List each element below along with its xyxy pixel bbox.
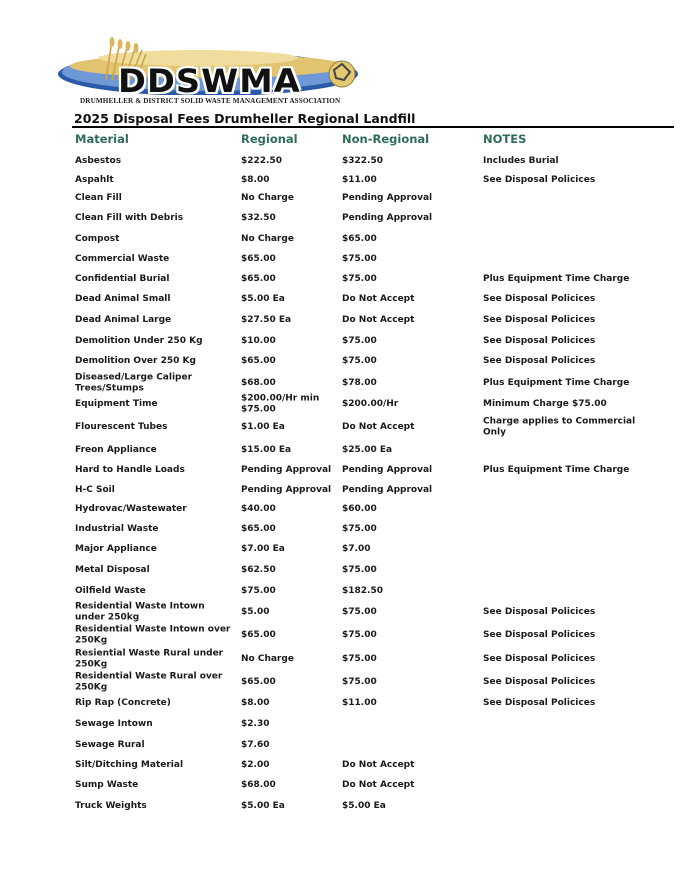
material-cell: Aspahlt bbox=[75, 174, 114, 185]
material-cell: Hydrovac/Wastewater bbox=[75, 503, 187, 514]
notes-cell: See Disposal Policices bbox=[483, 697, 596, 708]
notes-cell: See Disposal Policices bbox=[483, 314, 596, 325]
regional-cell: $8.00 bbox=[241, 174, 270, 185]
nonregional-cell: $78.00 bbox=[342, 377, 377, 388]
regional-cell: $5.00 bbox=[241, 606, 270, 617]
nonregional-cell: $75.00 bbox=[342, 606, 377, 617]
regional-cell: $68.00 bbox=[241, 779, 276, 790]
nonregional-cell: $322.50 bbox=[342, 155, 383, 166]
notes-cell: Plus Equipment Time Charge bbox=[483, 273, 630, 284]
nonregional-cell: $75.00 bbox=[342, 273, 377, 284]
title-divider bbox=[72, 126, 674, 128]
material-cell: Equipment Time bbox=[75, 398, 158, 409]
regional-cell: $65.00 bbox=[241, 523, 276, 534]
notes-cell: Plus Equipment Time Charge bbox=[483, 464, 630, 475]
nonregional-cell: $11.00 bbox=[342, 174, 377, 185]
nonregional-cell: $75.00 bbox=[342, 335, 377, 346]
notes-cell: See Disposal Policices bbox=[483, 355, 596, 366]
ddswma-logo bbox=[58, 36, 368, 106]
regional-cell: $65.00 bbox=[241, 273, 276, 284]
header-nonregional: Non-Regional bbox=[342, 132, 430, 146]
header-material: Material bbox=[75, 132, 129, 146]
notes-cell: See Disposal Policices bbox=[483, 653, 596, 664]
regional-cell: $2.30 bbox=[241, 718, 270, 729]
regional-cell: $65.00 bbox=[241, 676, 276, 687]
material-cell: Dead Animal Small bbox=[75, 293, 171, 304]
regional-cell: $5.00 Ea bbox=[241, 800, 285, 811]
logo-wordmark: DDSWMA bbox=[118, 62, 301, 100]
material-cell: Truck Weights bbox=[75, 800, 147, 811]
nonregional-cell: $11.00 bbox=[342, 697, 377, 708]
material-cell: Clean Fill bbox=[75, 192, 122, 203]
material-cell: Sewage Intown bbox=[75, 718, 153, 729]
notes-cell: Charge applies to Commercial Only bbox=[483, 416, 636, 437]
header-notes: NOTES bbox=[483, 132, 527, 146]
notes-cell: See Disposal Policices bbox=[483, 293, 596, 304]
notes-cell: See Disposal Policices bbox=[483, 676, 596, 687]
notes-cell: Plus Equipment Time Charge bbox=[483, 377, 630, 388]
material-cell: Residential Waste Rural over 250Kg bbox=[75, 671, 223, 692]
regional-cell: $65.00 bbox=[241, 355, 276, 366]
material-cell: Residential Waste Intown under 250kg bbox=[75, 601, 205, 622]
regional-cell: Pending Approval bbox=[241, 464, 332, 475]
nonregional-cell: $25.00 Ea bbox=[342, 444, 393, 455]
regional-cell: $68.00 bbox=[241, 377, 276, 388]
nonregional-cell: $75.00 bbox=[342, 253, 377, 264]
nonregional-cell: $75.00 bbox=[342, 653, 377, 664]
material-cell: Compost bbox=[75, 233, 120, 244]
material-cell: Asbestos bbox=[75, 155, 122, 166]
nonregional-cell: Pending Approval bbox=[342, 212, 433, 223]
page-title: 2025 Disposal Fees Drumheller Regional Landfill bbox=[74, 111, 416, 126]
material-cell: Hard to Handle Loads bbox=[75, 464, 185, 475]
nonregional-cell: Pending Approval bbox=[342, 464, 433, 475]
regional-cell: $1.00 Ea bbox=[241, 421, 285, 432]
material-cell: Major Appliance bbox=[75, 543, 157, 554]
nonregional-cell: Pending Approval bbox=[342, 484, 433, 495]
regional-cell: $62.50 bbox=[241, 564, 276, 575]
nonregional-cell: $75.00 bbox=[342, 629, 377, 640]
material-cell: Silt/Ditching Material bbox=[75, 759, 184, 770]
nonregional-cell: $182.50 bbox=[342, 585, 383, 596]
nonregional-cell: $75.00 bbox=[342, 355, 377, 366]
logo-subtitle: DRUMHELLER & DISTRICT SOLID WASTE MANAGEMENT ASSOCIATION bbox=[80, 97, 341, 105]
regional-cell: $200.00/Hr min $75.00 bbox=[241, 393, 320, 414]
notes-cell: Includes Burial bbox=[483, 155, 559, 166]
material-cell: Confidential Burial bbox=[75, 273, 170, 284]
material-cell: Flourescent Tubes bbox=[75, 421, 168, 432]
material-cell: Diseased/Large Caliper Trees/Stumps bbox=[75, 372, 193, 393]
notes-cell: See Disposal Policices bbox=[483, 174, 596, 185]
nonregional-cell: Pending Approval bbox=[342, 192, 433, 203]
material-cell: Oilfield Waste bbox=[75, 585, 146, 596]
regional-cell: $7.00 Ea bbox=[241, 543, 285, 554]
nonregional-cell: Do Not Accept bbox=[342, 293, 415, 304]
nonregional-cell: $65.00 bbox=[342, 233, 377, 244]
material-cell: H-C Soil bbox=[75, 484, 115, 495]
material-cell: Rip Rap (Concrete) bbox=[75, 697, 171, 708]
material-cell: Dead Animal Large bbox=[75, 314, 172, 325]
regional-cell: $10.00 bbox=[241, 335, 276, 346]
nonregional-cell: $75.00 bbox=[342, 676, 377, 687]
material-cell: Commercial Waste bbox=[75, 253, 170, 264]
material-cell: Sewage Rural bbox=[75, 739, 145, 750]
nonregional-cell: Do Not Accept bbox=[342, 421, 415, 432]
material-cell: Metal Disposal bbox=[75, 564, 150, 575]
regional-cell: $7.60 bbox=[241, 739, 270, 750]
regional-cell: $222.50 bbox=[241, 155, 282, 166]
regional-cell: $5.00 Ea bbox=[241, 293, 285, 304]
regional-cell: No Charge bbox=[241, 653, 294, 664]
nonregional-cell: $60.00 bbox=[342, 503, 377, 514]
material-cell: Sump Waste bbox=[75, 779, 139, 790]
regional-cell: $32.50 bbox=[241, 212, 276, 223]
material-cell: Resiential Waste Rural under 250Kg bbox=[75, 648, 224, 669]
nonregional-cell: $75.00 bbox=[342, 564, 377, 575]
notes-cell: See Disposal Policices bbox=[483, 335, 596, 346]
material-cell: Freon Appliance bbox=[75, 444, 157, 455]
regional-cell: $40.00 bbox=[241, 503, 276, 514]
material-cell: Industrial Waste bbox=[75, 523, 159, 534]
header-regional: Regional bbox=[241, 132, 298, 146]
nonregional-cell: $5.00 Ea bbox=[342, 800, 386, 811]
nonregional-cell: Do Not Accept bbox=[342, 759, 415, 770]
material-cell: Demolition Under 250 Kg bbox=[75, 335, 203, 346]
nonregional-cell: Do Not Accept bbox=[342, 779, 415, 790]
regional-cell: $2.00 bbox=[241, 759, 270, 770]
regional-cell: $65.00 bbox=[241, 629, 276, 640]
regional-cell: $27.50 Ea bbox=[241, 314, 292, 325]
regional-cell: $15.00 Ea bbox=[241, 444, 292, 455]
material-cell: Demolition Over 250 Kg bbox=[75, 355, 196, 366]
material-cell: Clean Fill with Debris bbox=[75, 212, 184, 223]
regional-cell: Pending Approval bbox=[241, 484, 332, 495]
regional-cell: No Charge bbox=[241, 233, 294, 244]
notes-cell: See Disposal Policices bbox=[483, 606, 596, 617]
regional-cell: $8.00 bbox=[241, 697, 270, 708]
notes-cell: See Disposal Policices bbox=[483, 629, 596, 640]
regional-cell: $65.00 bbox=[241, 253, 276, 264]
regional-cell: No Charge bbox=[241, 192, 294, 203]
notes-cell: Minimum Charge $75.00 bbox=[483, 398, 607, 409]
nonregional-cell: $200.00/Hr bbox=[342, 398, 399, 409]
nonregional-cell: Do Not Accept bbox=[342, 314, 415, 325]
nonregional-cell: $75.00 bbox=[342, 523, 377, 534]
nonregional-cell: $7.00 bbox=[342, 543, 371, 554]
material-cell: Residential Waste Intown over 250Kg bbox=[75, 624, 231, 645]
regional-cell: $75.00 bbox=[241, 585, 276, 596]
